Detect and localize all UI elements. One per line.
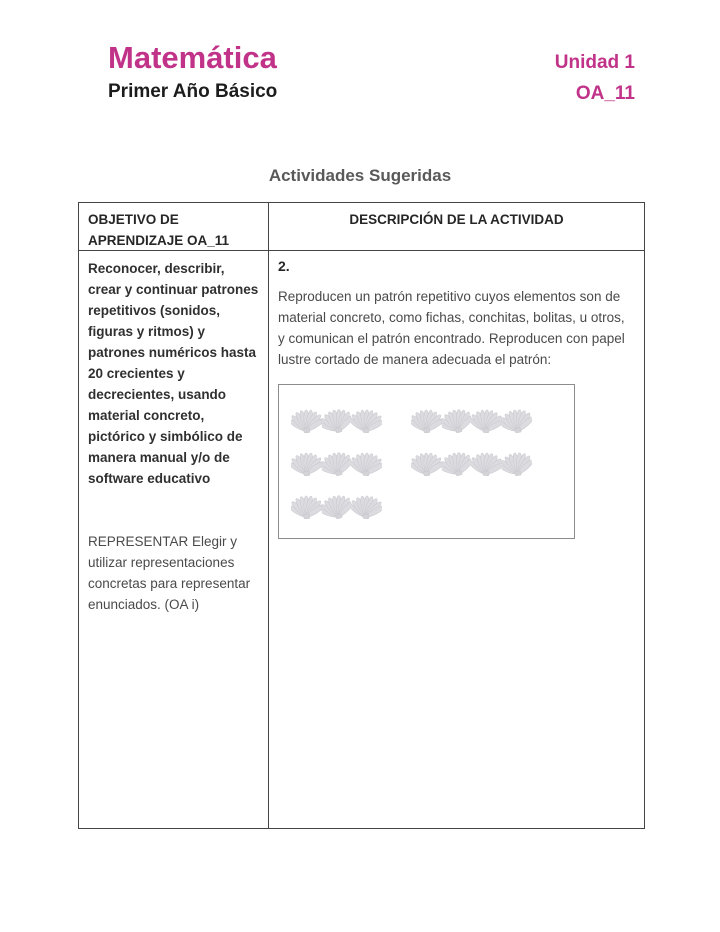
shell-row — [291, 449, 574, 479]
shell-icon — [499, 447, 535, 482]
page-title: Matemática — [108, 40, 277, 75]
table-header-objective: OBJETIVO DE APRENDIZAJE OA_11 — [79, 203, 269, 251]
unit-label: Unidad 1 — [554, 52, 635, 73]
pattern-figure — [278, 384, 575, 539]
activity-description: Reproducen un patrón repetitivo cuyos elementos son de material concreto, como fichas, conchitas, bolitas, u otros, y comunican el patrón encontrado. Reproducen con papel lustre cortado de manera adecuada el patrón: — [278, 289, 625, 367]
activity-number: 2. — [278, 258, 290, 274]
representar-text: REPRESENTAR Elegir y utilizar representaciones concretas para representar enunciados. (OA i) — [88, 534, 251, 612]
section-title: Actividades Sugeridas — [268, 166, 452, 185]
shell-icon — [499, 404, 535, 439]
shell-group — [291, 406, 381, 436]
shell-icon — [350, 405, 383, 437]
activity-cell — [269, 251, 644, 828]
objective-text: Reconocer, describir, crear y continuar patrones repetitivos (sonidos, figuras y ritmos) y patrones numéricos hasta 20 crecientes y decrecientes, usando material concreto, pictórico y simbólico de manera manual y/o de software educativo — [88, 261, 259, 486]
activities-table — [78, 202, 645, 829]
shell-group — [291, 492, 381, 522]
table-header-description: DESCRIPCIÓN DE LA ACTIVIDAD — [269, 203, 644, 251]
page-subtitle: Primer Año Básico — [108, 81, 278, 102]
objective-cell — [79, 251, 269, 828]
shell-row — [291, 492, 574, 522]
shell-group — [411, 406, 531, 436]
shell-icon — [350, 491, 383, 523]
shell-row — [291, 406, 574, 436]
shell-icon — [350, 448, 383, 480]
shell-group — [411, 449, 531, 479]
shell-group — [291, 449, 381, 479]
oa-code-label: OA_11 — [575, 83, 635, 104]
